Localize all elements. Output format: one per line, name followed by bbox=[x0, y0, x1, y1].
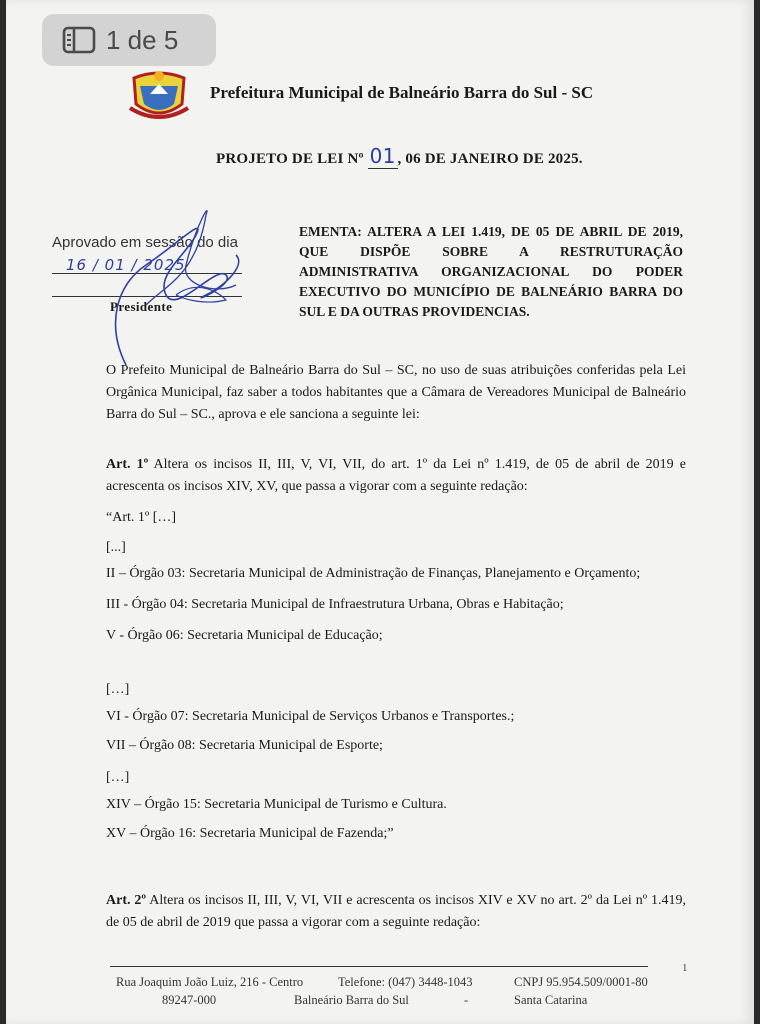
municipal-crest-icon bbox=[124, 64, 194, 122]
footer-phone: Telefone: (047) 3448-1043 bbox=[338, 975, 473, 989]
sidebar-icon bbox=[62, 26, 96, 54]
law-line: […] bbox=[106, 770, 130, 785]
project-prefix: PROJETO DE LEI Nº bbox=[216, 151, 364, 167]
project-title bbox=[216, 144, 583, 168]
president-label: Presidente bbox=[110, 299, 173, 314]
approval-label: Aprovado em sessão do dia bbox=[52, 234, 238, 251]
article-2-label: Art. 2º bbox=[106, 893, 147, 908]
law-line: XIV – Órgão 15: Secretaria Municipal de Turismo e Cultura. bbox=[106, 797, 447, 812]
article-2-text: Altera os incisos II, III, V, VI, VII e acrescenta os incisos XIV e XV no art. 2º da Lei nº 1.419, de 05 de abril de 2019 que passa a vigorar com a seguinte redação: bbox=[106, 893, 686, 930]
law-line: III - Órgão 04: Secretaria Municipal de Infraestrutura Urbana, Obras e Habitação; bbox=[106, 597, 564, 612]
intro-paragraph: O Prefeito Municipal de Balneário Barra do Sul – SC, no uso de suas atribuições conferidas pela Lei Orgânica Municipal, faz saber a todos habitantes que a Câmara de Vereadores Municipal de Balneário Barra do Sul – SC., aprova e ele sanciona a seguinte lei: bbox=[106, 363, 686, 422]
approval-date: 16 / 01 / 2025 bbox=[66, 256, 186, 274]
law-line: [...] bbox=[106, 540, 126, 555]
footer-city: Balneário Barra do Sul bbox=[294, 993, 409, 1007]
project-number: 01 bbox=[369, 144, 396, 168]
page-indicator-badge[interactable] bbox=[42, 14, 216, 66]
project-suffix: , 06 DE JANEIRO DE 2025. bbox=[397, 151, 583, 167]
article-1-label: Art. 1º bbox=[106, 457, 149, 472]
law-line: II – Órgão 03: Secretaria Municipal de Administração de Finanças, Planejamento e Orçamento; bbox=[106, 566, 641, 581]
page-number: 1 bbox=[682, 962, 688, 974]
footer-dash: - bbox=[464, 993, 469, 1007]
footer-divider bbox=[110, 966, 648, 967]
law-line: V - Órgão 06: Secretaria Municipal de Educação; bbox=[106, 628, 383, 643]
law-line: VI - Órgão 07: Secretaria Municipal de Serviços Urbanos e Transportes.; bbox=[106, 709, 515, 724]
law-line: “Art. 1º […] bbox=[106, 510, 177, 525]
law-line: VII – Órgão 08: Secretaria Municipal de Esporte; bbox=[106, 738, 383, 753]
footer-state: Santa Catarina bbox=[514, 993, 588, 1007]
municipality-title: Prefeitura Municipal de Balneário Barra do Sul - SC bbox=[210, 83, 594, 102]
footer-address: Rua Joaquim João Luiz, 216 - Centro bbox=[116, 975, 304, 989]
footer-cep: 89247-000 bbox=[162, 993, 217, 1007]
footer-cnpj: CNPJ 95.954.509/0001-80 bbox=[514, 975, 648, 989]
article-1 bbox=[106, 454, 686, 498]
document-page bbox=[6, 0, 754, 1024]
article-2 bbox=[106, 890, 686, 934]
ementa-text: EMENTA: ALTERA A LEI 1.419, DE 05 DE ABRIL DE 2019, QUE DISPÕE SOBRE A RESTRUTURAÇÃO ADMINISTRATIVA ORGANIZACIONAL DO PODER EXECUTIVO DO MUNICÍPIO DE BALNEÁRIO BARRA DO SUL E DA OUTRAS PROVIDENCIAS. bbox=[299, 224, 683, 319]
law-line: […] bbox=[106, 682, 130, 697]
law-line: XV – Órgão 16: Secretaria Municipal de Fazenda;” bbox=[106, 826, 394, 841]
handwritten-signature bbox=[86, 205, 266, 375]
document-header bbox=[124, 64, 593, 122]
page-indicator-text: 1 de 5 bbox=[106, 24, 179, 55]
article-1-text: Altera os incisos II, III, V, VI, VII, do art. 1º da Lei nº 1.419, de 05 de abril de 2019 e acrescenta os incisos XIV, XV, que passa a vigorar com a seguinte redação: bbox=[106, 457, 687, 494]
